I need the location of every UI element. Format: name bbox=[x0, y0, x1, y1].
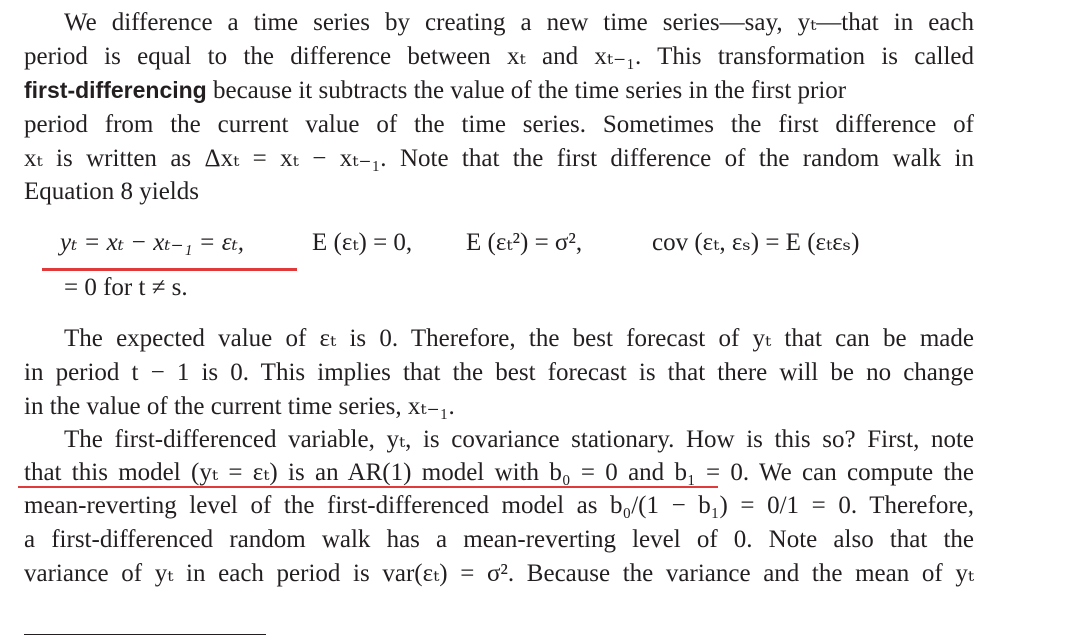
paragraph3-line3: mean-reverting level of the first-differenced model as b₀/(1 − b₁) = 0/1 = 0. Therefore, bbox=[24, 492, 974, 519]
equation-part3: E (εₜ²) = σ², bbox=[466, 229, 583, 256]
paragraph1-line6: Equation 8 yields bbox=[24, 178, 199, 205]
paragraph2-line2: in period t − 1 is 0. This implies that the best forecast is that there will be no change bbox=[24, 359, 974, 386]
paragraph2-line1: The expected value of εₜ is 0. Therefore, the best forecast of yₜ that can be made bbox=[64, 325, 974, 352]
paragraph1-line5: xₜ is written as Δxₜ = xₜ − xₜ₋₁. Note that the first difference of the random walk in bbox=[24, 145, 974, 172]
paragraph3-line2: that this model (yₜ = εₜ) is an AR(1) model with b₀ = 0 and b₁ = 0. We can compute the bbox=[24, 459, 974, 486]
footnote-rule bbox=[24, 634, 266, 635]
paragraph1-line3-rest: because it subtracts the value of the time series in the first prior bbox=[206, 77, 847, 104]
red-strikethrough-annotation bbox=[18, 486, 718, 488]
paragraph3-line4: a first-differenced random walk has a mean-reverting level of 0. Note also that the bbox=[24, 526, 974, 553]
paragraph3-line5: variance of yₜ in each period is var(εₜ) = σ². Because the variance and the mean of yₜ bbox=[24, 560, 974, 587]
paragraph1-line2: period is equal to the difference between xₜ and xₜ₋₁. This transformation is called bbox=[24, 43, 974, 70]
paragraph1-line4: period from the current value of the time series. Sometimes the first difference of bbox=[24, 111, 974, 138]
equation-part1: yₜ = xₜ − xₜ₋₁ = εₜ, bbox=[60, 229, 245, 256]
paragraph3-line1: The first-differenced variable, yₜ, is covariance stationary. How is this so? First, note bbox=[64, 426, 974, 453]
equation-part2: E (εₜ) = 0, bbox=[312, 229, 413, 256]
paragraph2-line3: in the value of the current time series, xₜ₋₁. bbox=[24, 393, 455, 420]
paragraph1-line3 bbox=[24, 74, 974, 107]
equation-part4: cov (εₜ, εₛ) = E (εₜεₛ) bbox=[652, 229, 860, 256]
equation-line2: = 0 for t ≠ s. bbox=[64, 274, 188, 301]
term-first-differencing: first-differencing bbox=[24, 77, 207, 103]
paragraph1-line1: We difference a time series by creating a new time series—say, yₜ—that in each bbox=[64, 9, 974, 36]
